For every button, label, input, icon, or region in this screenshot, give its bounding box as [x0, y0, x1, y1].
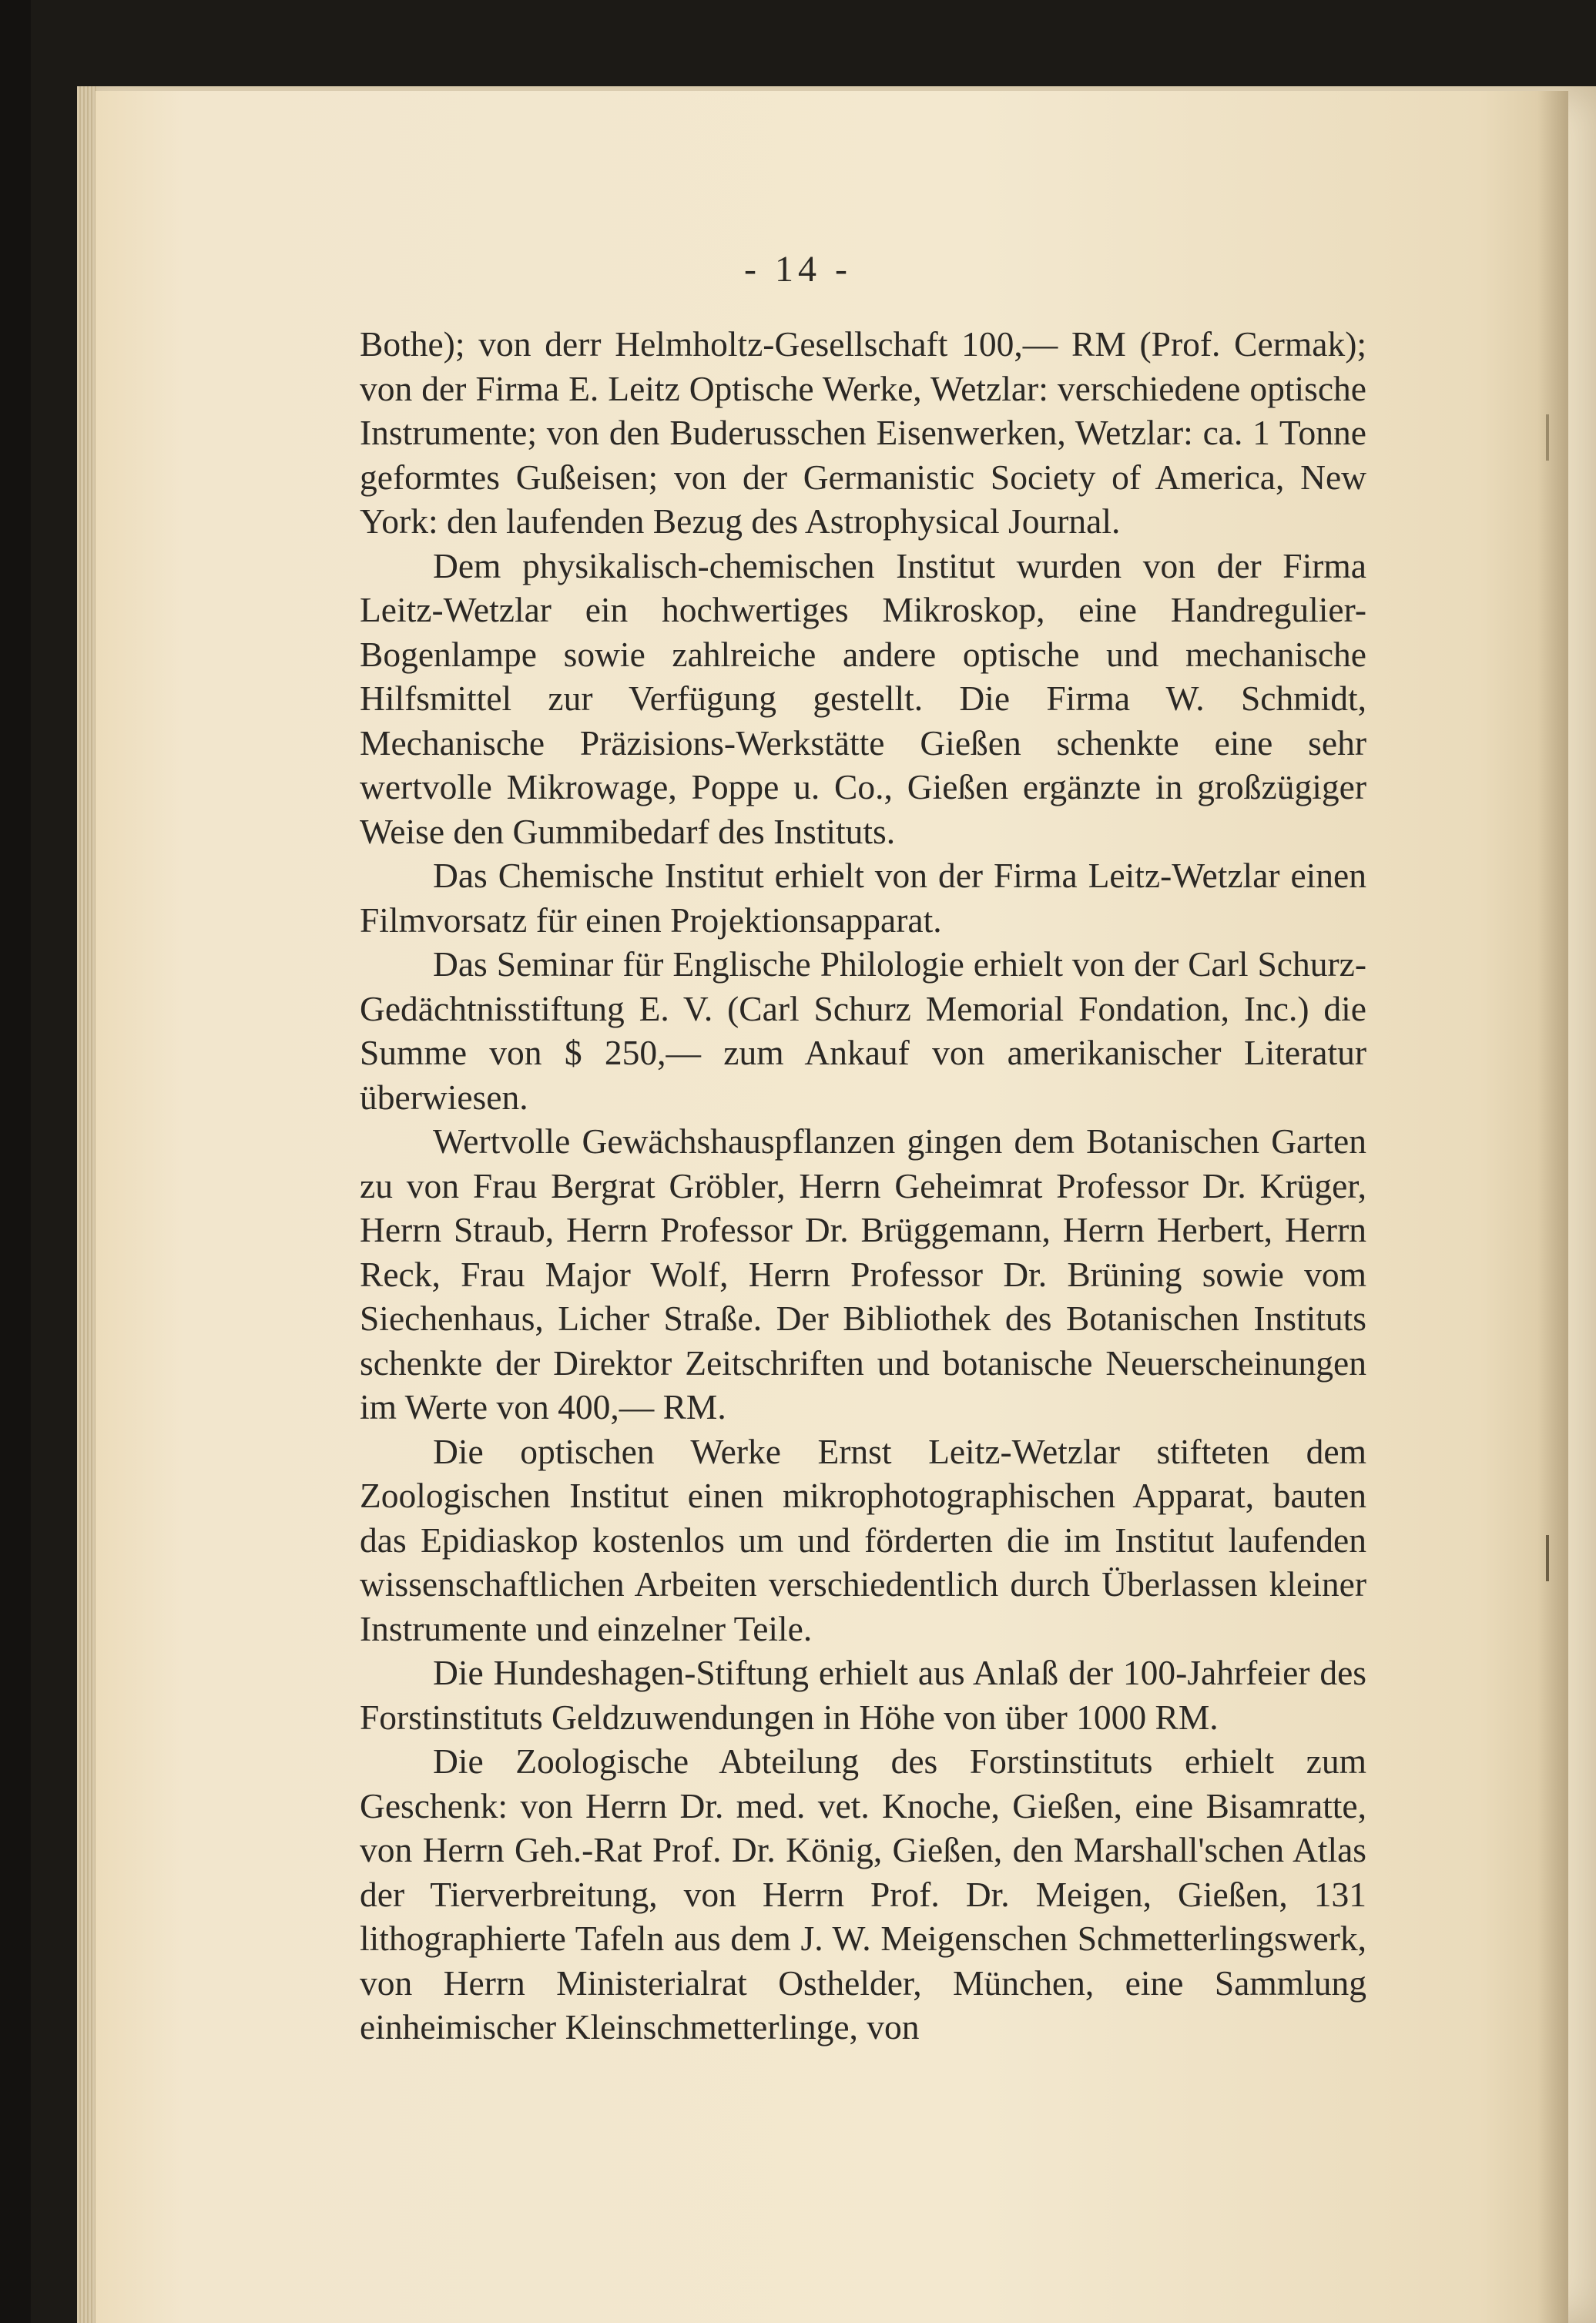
page-stack-edge [77, 86, 97, 2323]
body-text [360, 322, 1366, 2050]
paragraph: Wertvolle Gewächshauspflanzen gingen dem Botanischen Garten zu von Frau Bergrat Gröbler, Herrn Geheimrat Professor Dr. Krüger, Herrn Straub, Herrn Professor Dr. Brüggemann, Herrn Herbert, Herrn Reck, Frau Major Wolf, Herrn Professor Dr. Brüning sowie vom Siechenhaus, Licher Straße. Der Bibliothek des Botanischen Instituts schenkte der Direktor Zeitschriften und botanische Neuerscheinungen im Werte von 400,— RM. [360, 1121, 1366, 1426]
scan-background [0, 0, 31, 2323]
paragraph: Bothe); von derr Helmholtz-Gesellschaft 100,— RM (Prof. Cermak); von der Firma E. Leitz Optische Werke, Wetzlar: verschiedene optische Instrumente; von den Buderusschen Eisenwerken, Wetzlar: ca. 1 Tonne geformtes Gußeisen; von der Germanistic Society of America, New York: den laufenden Bezug des Astrophysical Journal. [360, 324, 1366, 541]
margin-mark [1546, 1535, 1549, 1581]
margin-mark [1546, 414, 1549, 461]
paragraph: Die Hundeshagen-Stiftung erhielt aus Anlaß der 100-Jahrfeier des Forstinstituts Geldzuwendungen in Höhe von über 1000 RM. [360, 1653, 1366, 1737]
paragraph: Dem physikalisch-chemischen Institut wurden von der Firma Leitz-Wetzlar ein hochwertiges Mikroskop, eine Handregulier-Bogenlampe sowie zahlreiche andere optische und mechanische Hilfsmittel zur Verfügung gestellt. Die Firma W. Schmidt, Mechanische Präzisions-Werkstätte Gießen schenkte eine sehr wertvolle Mikrowage, Poppe u. Co., Gießen ergänzte in großzügiger Weise den Gummibedarf des Instituts. [360, 545, 1366, 851]
gutter-shadow [1537, 91, 1568, 2323]
paragraph: Das Chemische Institut erhielt von der Firma Leitz-Wetzlar einen Filmvorsatz für einen Projektionsapparat. [360, 856, 1366, 940]
paragraph: Die Zoologische Abteilung des Forstinstituts erhielt zum Geschenk: von Herrn Dr. med. vet. Knoche, Gießen, eine Bisamratte, von Herrn Geh.-Rat Prof. Dr. König, Gießen, den Marshall'schen Atlas der Tierverbreitung, von Herrn Prof. Dr. Meigen, Gießen, 131 lithographierte Tafeln aus dem J. W. Meigenschen Schmetterlingswerk, von Herrn Ministerialrat Osthelder, München, eine Sammlung einheimischer Kleinschmetterlinge, von [360, 1741, 1366, 2046]
page-number: - 14 - [744, 249, 852, 290]
paragraph: Das Seminar für Englische Philologie erhielt von der Carl Schurz-Gedächtnisstiftung E. V. (Carl Schurz Memorial Fondation, Inc.) die Summe von $ 250,— zum Ankauf von amerikanischer Literatur überwiesen. [360, 944, 1366, 1117]
paragraph: Die optischen Werke Ernst Leitz-Wetzlar stifteten dem Zoologischen Institut einen mikrophotographischen Apparat, bauten das Epidiaskop kostenlos um und förderten die im Institut laufenden wissenschaftlichen Arbeiten verschiedentlich durch Überlassen kleiner Instrumente und einzelner Teile. [360, 1431, 1366, 1648]
